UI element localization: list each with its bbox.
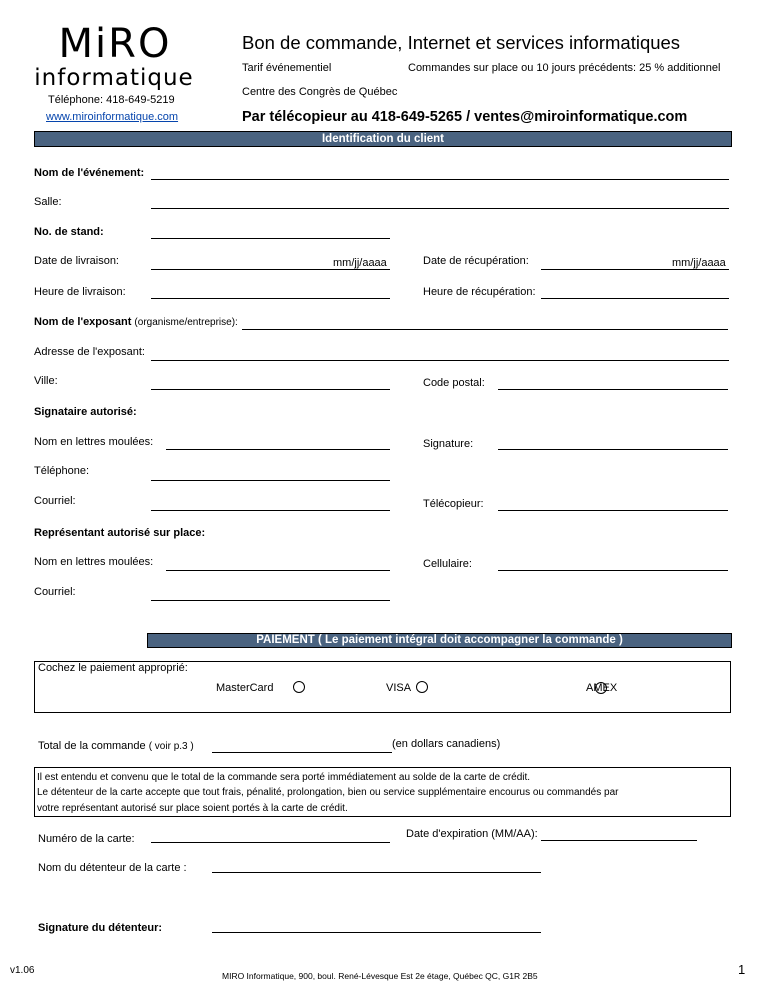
label-exhibitor-name-main: Nom de l'exposant: [34, 316, 132, 328]
company-phone: Téléphone: 418-649-5219: [48, 94, 175, 106]
label-card-number: Numéro de la carte:: [38, 833, 135, 845]
field-total[interactable]: [212, 752, 392, 753]
label-signature: Signature:: [423, 438, 474, 450]
field-city[interactable]: [151, 389, 390, 390]
field-cell[interactable]: [498, 570, 728, 571]
field-booth[interactable]: [151, 238, 390, 239]
label-total-main: Total de la commande: [38, 740, 146, 752]
label-exhibitor-name: [34, 316, 238, 328]
delivery-date-format: mm/jj/aaaa: [333, 257, 387, 269]
field-signatory-name[interactable]: [166, 449, 390, 450]
terms-text: [37, 770, 618, 816]
label-exhibitor-address: Adresse de l'exposant:: [34, 346, 145, 358]
company-logo: MiRO: [58, 21, 172, 67]
field-rep-name[interactable]: [166, 570, 390, 571]
field-delivery-time[interactable]: [151, 298, 390, 299]
label-amex: AMEX: [586, 682, 618, 694]
radio-amex[interactable]: [595, 682, 607, 694]
field-exhibitor-address[interactable]: [151, 360, 729, 361]
label-room: Salle:: [34, 196, 62, 208]
signatory-heading: Signataire autorisé:: [34, 406, 137, 418]
label-payment-method: Cochez le paiement approprié:: [38, 662, 188, 674]
terms-line-3: votre représentant autorisé sur place soient portés à la carte de crédit.: [37, 802, 348, 814]
field-pickup-date[interactable]: [541, 269, 729, 270]
label-visa: VISA: [386, 682, 412, 694]
label-holder-name: Nom du détenteur de la carte :: [38, 862, 187, 874]
label-phone: Téléphone:: [34, 465, 90, 477]
section-bar-client: Identification du client: [34, 131, 732, 147]
label-mastercard: MasterCard: [216, 682, 274, 694]
surcharge-note: Commandes sur place ou 10 jours précédents: 25 % additionnel: [408, 62, 721, 74]
label-delivery-time: Heure de livraison:: [34, 286, 126, 298]
footer-address: MIRO Informatique, 900, boul. René-Lévesque Est 2e étage, Québec QC, G1R 2B5: [222, 971, 538, 981]
label-cell: Cellulaire:: [423, 558, 472, 570]
label-email: Courriel:: [34, 495, 76, 507]
venue-label: Centre des Congrès de Québec: [242, 86, 398, 98]
fax-email-line: Par télécopieur au 418-649-5265 / ventes@miroinformatique.com: [242, 109, 688, 125]
company-logo-subtitle: informatique: [34, 65, 194, 91]
label-city: Ville:: [34, 375, 58, 387]
field-exhibitor-name[interactable]: [242, 329, 728, 330]
label-exhibitor-name-note: (organisme/entreprise):: [134, 317, 238, 328]
label-booth: No. de stand:: [34, 226, 104, 238]
label-signatory-name: Nom en lettres moulées:: [34, 436, 154, 448]
field-postal-code[interactable]: [498, 389, 728, 390]
label-total: [38, 740, 194, 752]
page-title: Bon de commande, Internet et services informatiques: [242, 32, 681, 53]
field-pickup-time[interactable]: [541, 298, 729, 299]
field-holder-name[interactable]: [212, 872, 541, 873]
field-email[interactable]: [151, 510, 390, 511]
field-delivery-date[interactable]: [151, 269, 390, 270]
terms-line-2: Le détenteur de la carte accepte que tout frais, pénalité, prolongation, bien ou service supplémentaire encourus ou commandés par: [37, 787, 619, 799]
field-signature[interactable]: [498, 449, 728, 450]
field-card-number[interactable]: [151, 842, 390, 843]
field-fax[interactable]: [498, 510, 728, 511]
field-event-name[interactable]: [151, 179, 729, 180]
label-rep-email: Courriel:: [34, 586, 76, 598]
field-room[interactable]: [151, 208, 729, 209]
footer-version: v1.06: [10, 965, 35, 976]
radio-mastercard[interactable]: [293, 681, 305, 693]
label-event-name: Nom de l'événement:: [34, 167, 145, 179]
field-expiry[interactable]: [541, 840, 697, 841]
label-rep-name: Nom en lettres moulées:: [34, 556, 154, 568]
label-delivery-date: Date de livraison:: [34, 255, 119, 267]
pickup-date-format: mm/jj/aaaa: [672, 257, 726, 269]
label-fax: Télécopieur:: [423, 498, 484, 510]
footer-page-number: 1: [738, 962, 746, 977]
section-bar-payment: PAIEMENT ( Le paiement intégral doit accompagner la commande ): [147, 633, 732, 648]
label-holder-signature: Signature du détenteur:: [38, 922, 163, 934]
currency-note: (en dollars canadiens): [392, 738, 501, 750]
company-website-link[interactable]: www.miroinformatique.com: [46, 111, 179, 123]
label-pickup-time: Heure de récupération:: [423, 286, 536, 298]
rep-heading: Représentant autorisé sur place:: [34, 527, 206, 539]
label-postal-code: Code postal:: [423, 377, 485, 389]
field-holder-signature[interactable]: [212, 932, 541, 933]
tarif-label: Tarif événementiel: [242, 62, 332, 74]
field-phone[interactable]: [151, 480, 390, 481]
terms-line-1: Il est entendu et convenu que le total de la commande sera porté immédiatement au solde de la carte de crédit.: [37, 772, 531, 783]
label-expiry: Date d'expiration (MM/AA):: [406, 828, 538, 840]
label-total-note: ( voir p.3 ): [148, 741, 194, 752]
field-rep-email[interactable]: [151, 600, 390, 601]
radio-visa[interactable]: [416, 681, 428, 693]
label-pickup-date: Date de récupération:: [423, 255, 529, 267]
